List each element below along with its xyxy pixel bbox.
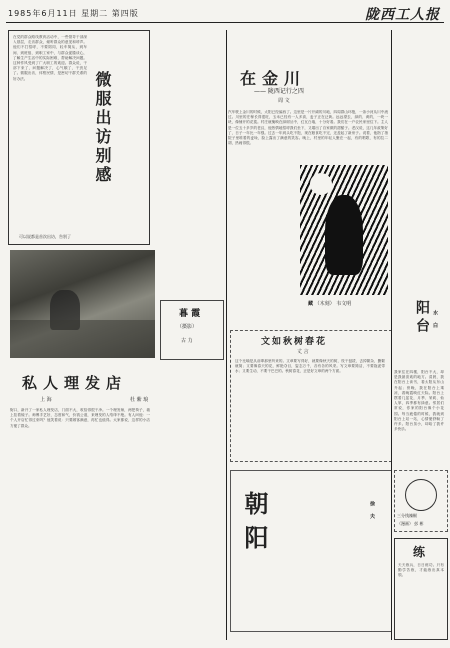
cartoon-box: [394, 470, 448, 532]
left-article: [8, 30, 150, 245]
photo-caption: [160, 300, 224, 360]
woodcut-caption: [308, 300, 408, 310]
right-article-body: 我家住在四楼，阳台不大，却是我最喜欢的地方。清晨，我在阳台上读书，看太阳从东山升起；傍晚，我在阳台上乘凉，看晚霞映红天际。阳台上摆着几盆花，月季、茉莉、仙人掌，四季都有绿意。邻居们常说，你家的阳台像个小花园。每当疲倦的时候，我就到阳台上站一站，心情便舒畅了许多。阳台虽小，却给了我许多快乐。: [394, 370, 444, 432]
cartoon-figure: [405, 479, 437, 511]
right-article-top: [394, 30, 444, 310]
woodcut-light: [310, 173, 332, 195]
essay-box: [230, 330, 392, 462]
divider-main: [226, 30, 227, 640]
right-article-title: 阳台: [414, 300, 430, 336]
poem-title: 朝阳: [240, 491, 269, 559]
barber-body: 街口，新开了一家私人理发店，门面不大，收拾得很干净。一个理发师，两把椅子，墙上挂着镜子。师傅手艺好，态度和气，价钱公道，来理发的人络绎不绝。有人问他：一个人开店忙得过来吗？他笑着说：只要顾客满意，再忙也值得。大家都说，这样的小店方便了群众。: [10, 408, 150, 428]
barber-article: [10, 368, 225, 638]
main-article-body: 汽车驶上金川的时候，太阳已经偏西了。这里是一片开阔的川地，四周群山环抱，一条小河从川中流过。川里的庄稼长得很旺，玉米已经有一人多高，麦子正在泛黄。远远望去，绿的、黄的，一块一块，像铺开的花毯。村庄就掩映在绿树丛中，红瓦白墙，十分好看。我们在一户农民家里住下。主人是一位五十多岁的老汉，他热情地招呼我们坐下，又端出了自家做的甜醅子。老汉说，这几年政策好了，日子一年比一年强。过去一年到头吃不饱，现在粮食吃不完，还盖起了新房子。说着，他指了指院子里堆着的麦垛，脸上露出了满意的笑容。晚上，村里的年轻人聚在一起，有的唱歌，有的拉二胡，热闹得很。: [228, 110, 388, 146]
cartoon-meta: [397, 521, 424, 527]
photo-caption-author: 古 力: [181, 338, 193, 344]
poem-author: 徐 夫: [369, 501, 375, 522]
cartoon-title: 三分钱辣椒: [397, 513, 417, 518]
barber-body-cont: [156, 408, 224, 636]
left-article-body: 在党的群众路线教育活动中，一些领导干部深入基层，走访群众，倾听群众的意见和呼声。他们不打招呼，不要陪同，轻车简从，到车间、到班组、到职工家中，与群众促膝谈心，了解生产生活中的实际困难，帮助解决问题。这种作风受到了广大职工的欢迎。群众说，干部下来了，问题解决了，心气顺了，干劲足了。微服出访，体察民情，是密切干群关系的好办法。: [13, 35, 87, 81]
photo-caption-type: （摄影）: [177, 324, 198, 330]
page-header: [6, 6, 444, 23]
woodcut-caption-type: （木刻）: [314, 301, 335, 307]
small-box-title: 练: [413, 545, 426, 559]
photo-horizon: [10, 320, 155, 358]
left-article-footer: 可以说都是首次出访，告别了: [19, 234, 71, 239]
essay-title: 文如秋树春花: [261, 337, 328, 347]
barber-headline: 私人理发店: [22, 374, 128, 392]
main-article-subtitle: —— 陇西记行之四: [254, 88, 304, 95]
essay-author: 丈 言: [297, 349, 309, 355]
woodcut-caption-author: 韦文明: [336, 301, 352, 307]
photo-caption-title: 暮 霞: [179, 309, 201, 319]
woodcut-image: [300, 165, 388, 295]
small-box-body: 天天练兵，日日练功。只有勤学苦练，才能练出真本领。: [398, 563, 444, 578]
cartoon-type: （漫画）: [397, 521, 413, 526]
essay-body: 这个比喻是从前辈那里听来的。文章要写得好，就要像秋天的树，枝干挺拔，去掉繁杂，删繁就简；又要像春天的花，鲜艳夺目，姿态万千，各有各的风采。写文章要简洁，不要拖泥带水；又要生动，不要干巴巴的。秋树春花，正是好文章的两个方面。: [235, 359, 385, 374]
barber-location: 上 海: [40, 397, 52, 403]
right-article-title-block: [410, 300, 444, 370]
poem-box: [230, 470, 392, 632]
masthead: 陇西工人报: [365, 7, 440, 23]
left-article-headline: 微服出访别感: [93, 71, 112, 185]
issue-date: 1985年6月11日 星期二 第四版: [8, 9, 139, 18]
woodcut-caption-title: 藏: [308, 301, 314, 307]
divider-right: [391, 30, 392, 640]
barber-author: 杜 紫 琅: [130, 397, 149, 403]
main-article-title: 在金川: [240, 69, 307, 88]
cartoon-author: 彭 彬: [414, 521, 424, 526]
photo-image: [10, 250, 155, 358]
right-article-author: 水 白: [432, 310, 438, 331]
left-article-body-right: [113, 35, 145, 233]
poem-body: [277, 479, 361, 624]
small-box: [394, 538, 448, 640]
woodcut-figure: [325, 195, 363, 275]
main-article-author: 周 文: [278, 98, 290, 104]
